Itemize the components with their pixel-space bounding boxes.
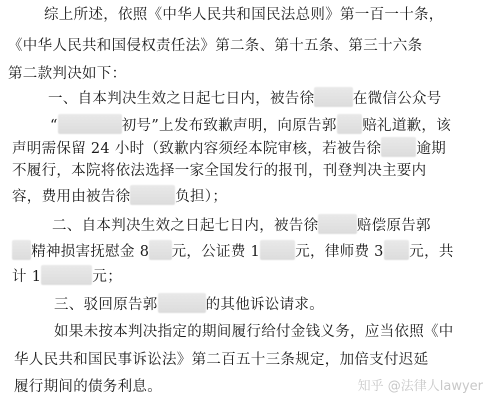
text-segment: 在微信公众号	[352, 91, 442, 107]
text-segment: 元，共	[409, 244, 454, 260]
text-line	[52, 214, 431, 238]
text-line	[44, 3, 444, 27]
text-segment: 综上所述，依照《中华人民共和国民法总则》第一百一十条，	[44, 7, 444, 23]
text-segment: 一、自本判决生效之日起七日内，被告徐	[48, 91, 315, 107]
text-segment: “	[50, 118, 58, 134]
watermark-text: 知乎 @法律人lawyer	[357, 379, 483, 394]
text-segment: 负担）；	[175, 189, 228, 205]
redaction-mask	[381, 137, 416, 157]
text-segment: 元，律师费 3	[295, 244, 384, 260]
text-line	[14, 375, 162, 399]
text-segment: 三、驳回原告郭	[54, 297, 158, 313]
redaction-mask	[384, 240, 410, 260]
text-segment: 逾期	[416, 141, 447, 157]
text-segment: 华人民共和国民事诉讼法》第二百五十三条规定，加倍支付迟延	[14, 352, 429, 368]
text-segment: 声明需保留 24 小时（致歉内容须经本院审核，若被告徐	[12, 141, 382, 157]
redaction-mask	[318, 214, 356, 234]
text-segment: 容，费用由被告徐	[12, 189, 131, 205]
text-line	[48, 87, 442, 111]
text-segment: 《中华人民共和国侵权责任法》第二条、第十五条、第三十六条	[8, 38, 423, 54]
text-line	[8, 62, 126, 86]
text-segment: 初号”上发布致歉声明，向原告郭	[121, 118, 337, 134]
text-line	[54, 293, 324, 317]
text-line	[14, 348, 428, 372]
redaction-mask	[337, 114, 363, 134]
redaction-mask	[58, 114, 122, 134]
text-line	[54, 320, 454, 344]
text-line	[8, 34, 422, 58]
text-segment: 赔偿原告郭	[356, 218, 431, 234]
text-segment: 计 1	[12, 269, 42, 285]
text-line	[12, 137, 446, 161]
text-segment: 二、自本判决生效之日起七日内，被告徐	[52, 218, 319, 234]
text-segment: 履行期间的债务利息。	[14, 379, 162, 395]
redaction-mask	[130, 185, 175, 205]
text-segment: 赔礼道歉，该	[362, 118, 452, 134]
text-line	[12, 240, 454, 264]
text-segment: 元；	[92, 269, 123, 285]
text-line	[12, 265, 122, 289]
text-segment: 的其他诉讼请求。	[205, 297, 325, 313]
text-segment: 第二款判决如下：	[8, 66, 127, 82]
text-line	[12, 159, 426, 183]
redaction-mask	[41, 265, 92, 285]
text-segment: 不履行，本院将依法选择一家全国发行的报刊，刊登判决主要内	[12, 163, 427, 179]
text-line	[12, 185, 227, 209]
text-segment: 如果未按本判决指定的期间履行给付金钱义务，应当依照《中	[54, 324, 454, 340]
text-segment: 元，公证费 1	[171, 244, 261, 260]
text-line	[50, 114, 451, 138]
redaction-mask	[314, 87, 352, 107]
redaction-mask	[12, 240, 31, 260]
redaction-mask	[158, 293, 206, 313]
text-segment: 精神损害抚慰金 8	[31, 244, 150, 260]
redaction-mask	[149, 240, 171, 260]
redaction-mask	[260, 240, 295, 260]
